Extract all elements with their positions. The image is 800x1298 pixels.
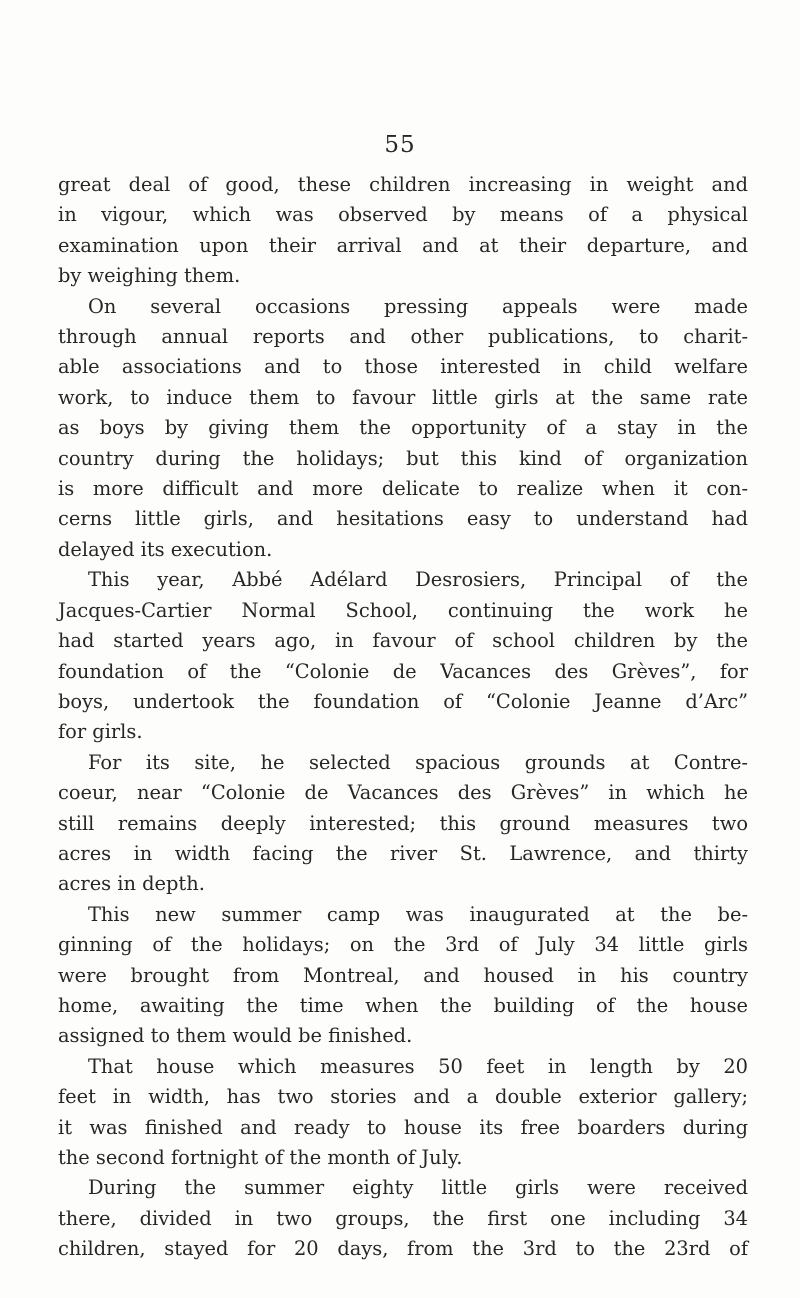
paragraph bbox=[58, 1052, 748, 1174]
text-line: This year, Abbé Adélard Desrosiers, Principal of the bbox=[88, 568, 748, 592]
paragraph bbox=[58, 1173, 748, 1264]
text-line: in vigour, which was observed by means of a physical bbox=[58, 203, 748, 227]
text-line: examination upon their arrival and at their departure, and bbox=[58, 233, 748, 257]
paragraph bbox=[58, 170, 748, 292]
text-line: assigned to them would be finished. bbox=[58, 1024, 413, 1048]
text-line: work, to induce them to favour little girls at the same rate bbox=[58, 385, 748, 409]
paragraph bbox=[58, 900, 748, 1052]
text-line: for girls. bbox=[58, 720, 143, 744]
text-line: foundation of the “Colonie de Vacances des Grèves”, for bbox=[58, 659, 748, 683]
text-line: For its site, he selected spacious grounds at Contre- bbox=[88, 750, 748, 774]
paragraph bbox=[58, 565, 748, 747]
text-line: boys, undertook the foundation of “Colonie Jeanne d’Arc” bbox=[58, 689, 748, 713]
text-line: children, stayed for 20 days, from the 3rd to the 23rd of bbox=[58, 1237, 748, 1261]
text-line: through annual reports and other publications, to charit- bbox=[58, 325, 748, 349]
text-line: Jacques-Cartier Normal School, continuing the work he bbox=[58, 598, 748, 622]
text-line: home, awaiting the time when the building of the house bbox=[58, 993, 748, 1017]
text-line: by weighing them. bbox=[58, 264, 241, 288]
text-line: able associations and to those interested in child welfare bbox=[58, 355, 748, 379]
text-line: This new summer camp was inaugurated at the be- bbox=[88, 902, 748, 926]
text-line: ginning of the holidays; on the 3rd of July 34 little girls bbox=[58, 933, 748, 957]
text-line: feet in width, has two stories and a double exterior gallery; bbox=[58, 1085, 748, 1109]
paragraph bbox=[58, 292, 748, 566]
text-line: there, divided in two groups, the first one including 34 bbox=[58, 1206, 748, 1230]
text-line: the second fortnight of the month of July. bbox=[58, 1146, 463, 1169]
text-line: it was finished and ready to house its free boarders during bbox=[58, 1115, 748, 1139]
text-line: great deal of good, these children increasing in weight and bbox=[58, 173, 748, 196]
text-line: delayed its execution. bbox=[58, 537, 273, 561]
paragraph bbox=[58, 748, 748, 900]
page-number: 55 bbox=[384, 132, 416, 158]
text-line: On several occasions pressing appeals were made bbox=[88, 294, 748, 318]
text-line: acres in depth. bbox=[58, 872, 205, 896]
text-line: country during the holidays; but this kind of organization bbox=[58, 446, 748, 470]
text-line: During the summer eighty little girls were received bbox=[88, 1176, 748, 1200]
text-line: were brought from Montreal, and housed in his country bbox=[58, 963, 748, 987]
text-line: still remains deeply interested; this ground measures two bbox=[58, 811, 748, 835]
text-line: as boys by giving them the opportunity of a stay in the bbox=[58, 416, 748, 440]
text-line: acres in width facing the river St. Lawrence, and thirty bbox=[58, 841, 748, 865]
text-line: had started years ago, in favour of school children by the bbox=[58, 629, 748, 653]
body-text bbox=[58, 170, 748, 1265]
text-line: cerns little girls, and hesitations easy to understand had bbox=[58, 507, 748, 531]
text-line: coeur, near “Colonie de Vacances des Grèves” in which he bbox=[58, 781, 748, 805]
text-line: That house which measures 50 feet in length by 20 bbox=[88, 1054, 748, 1078]
text-line: is more difficult and more delicate to realize when it con- bbox=[58, 477, 748, 501]
